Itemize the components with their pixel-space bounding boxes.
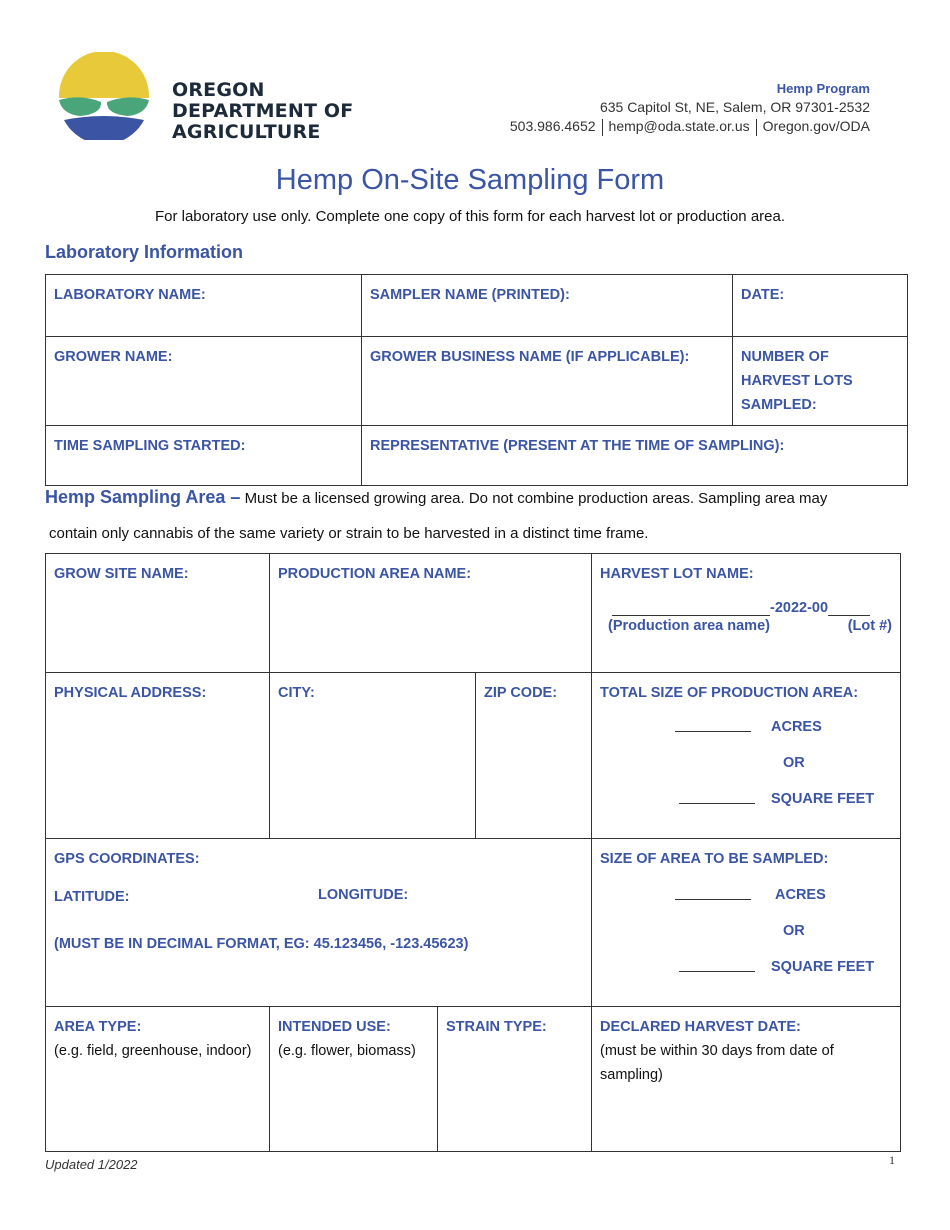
total-size-options <box>600 705 892 815</box>
sampler-name-label: SAMPLER NAME (PRINTED): <box>370 287 570 303</box>
divider <box>756 119 757 136</box>
intended-use-hint: (e.g. flower, biomass) <box>278 1043 416 1059</box>
total-sqft-label: SQUARE FEET <box>771 791 875 807</box>
strain-type-field[interactable] <box>438 1007 592 1152</box>
form-subtitle: For laboratory use only. Complete one copy of this form for each harvest lot or production area. <box>154 208 786 225</box>
time-started-label: TIME SAMPLING STARTED: <box>54 438 246 454</box>
production-area-blank[interactable] <box>612 615 770 616</box>
total-or-label: OR <box>783 755 805 771</box>
sampled-sqft-blank[interactable] <box>679 971 755 972</box>
production-area-field[interactable] <box>270 554 592 673</box>
grow-site-field[interactable] <box>46 554 270 673</box>
total-size-field[interactable] <box>592 673 901 839</box>
org-name-line-1: OREGON <box>172 79 265 101</box>
lot-code: -2022-00 <box>770 600 829 616</box>
gps-field[interactable] <box>46 839 592 1007</box>
contact-line <box>510 117 870 136</box>
harvest-lot-label: HARVEST LOT NAME: <box>600 566 754 582</box>
production-area-label: PRODUCTION AREA NAME: <box>278 566 472 582</box>
harvest-date-field[interactable] <box>592 1007 901 1152</box>
physical-address-label: PHYSICAL ADDRESS: <box>54 685 207 701</box>
harvest-date-hint-1: (must be within 30 days from date of <box>600 1043 834 1059</box>
sampling-intro <box>45 487 827 508</box>
sampling-section-heading: Hemp Sampling Area – <box>45 487 241 507</box>
harvest-date-label: DECLARED HARVEST DATE: <box>600 1019 801 1035</box>
intended-use-label: INTENDED USE: <box>278 1019 391 1035</box>
harvest-lots-field[interactable] <box>733 337 908 426</box>
website-link[interactable]: Oregon.gov/ODA <box>762 118 870 134</box>
grower-business-label: GROWER BUSINESS NAME (IF APPLICABLE): <box>370 349 690 365</box>
lab-info-table <box>45 274 908 486</box>
harvest-lot-field[interactable] <box>592 554 901 673</box>
sampled-size-label: SIZE OF AREA TO BE SAMPLED: <box>600 851 829 867</box>
intended-use-field[interactable] <box>270 1007 438 1152</box>
gps-details <box>54 871 583 967</box>
gps-label: GPS COORDINATES: <box>54 851 200 867</box>
date-label: DATE: <box>741 287 785 303</box>
representative-label: REPRESENTATIVE (PRESENT AT THE TIME OF SAMPLING): <box>370 438 785 454</box>
sampler-name-field[interactable] <box>362 275 733 337</box>
lot-number-blank[interactable] <box>828 615 870 616</box>
area-type-label: AREA TYPE: <box>54 1019 142 1035</box>
lab-name-label: LABORATORY NAME: <box>54 287 206 303</box>
org-name-line-2: DEPARTMENT OF <box>172 100 354 122</box>
grower-name-field[interactable] <box>46 337 362 426</box>
sampled-size-field[interactable] <box>592 839 901 1007</box>
total-acres-label: ACRES <box>771 719 822 735</box>
time-started-field[interactable] <box>46 426 362 486</box>
address: 635 Capitol St, NE, Salem, OR 97301-2532 <box>599 99 870 115</box>
harvest-lots-label-2: HARVEST LOTS <box>741 373 853 389</box>
lot-name-line <box>600 600 892 616</box>
harvest-lots-label-1: NUMBER OF <box>741 349 829 365</box>
page-number: 1 <box>889 1153 895 1167</box>
sampled-size-options <box>600 871 892 981</box>
total-acres-blank[interactable] <box>675 731 751 732</box>
area-type-field[interactable] <box>46 1007 270 1152</box>
total-size-label: TOTAL SIZE OF PRODUCTION AREA: <box>600 685 859 701</box>
zip-field[interactable] <box>476 673 592 839</box>
sampling-intro-line-2: contain only cannabis of the same variety or strain to be harvested in a distinct time frame. <box>49 525 649 542</box>
grower-business-field[interactable] <box>362 337 733 426</box>
city-label: CITY: <box>278 685 315 701</box>
date-field[interactable] <box>733 275 908 337</box>
harvest-date-hint-2: sampling) <box>600 1067 663 1083</box>
sampled-acres-label: ACRES <box>775 887 826 903</box>
sampling-table <box>45 553 901 1152</box>
sampling-intro-line-1: Must be a licensed growing area. Do not combine production areas. Sampling area may <box>244 490 828 507</box>
sampled-sqft-label: SQUARE FEET <box>771 959 875 975</box>
divider <box>602 119 603 136</box>
latitude-label: LATITUDE: <box>54 889 130 905</box>
sampled-acres-blank[interactable] <box>675 899 751 900</box>
oda-logo <box>58 52 150 140</box>
lab-section-heading: Laboratory Information <box>45 242 244 262</box>
lot-caption-num: (Lot #) <box>847 618 893 634</box>
email-link[interactable]: hemp@oda.state.or.us <box>608 118 750 134</box>
zip-label: ZIP CODE: <box>484 685 558 701</box>
program-name: Hemp Program <box>776 81 870 96</box>
updated-date: Updated 1/2022 <box>45 1157 138 1172</box>
org-name <box>172 80 353 143</box>
phone: 503.986.4652 <box>509 118 596 134</box>
longitude-label: LONGITUDE: <box>318 887 409 903</box>
lot-captions <box>600 618 892 634</box>
grower-name-label: GROWER NAME: <box>54 349 173 365</box>
representative-field[interactable] <box>362 426 908 486</box>
grow-site-label: GROW SITE NAME: <box>54 566 189 582</box>
lab-name-field[interactable] <box>46 275 362 337</box>
org-name-line-3: AGRICULTURE <box>172 121 321 143</box>
lot-caption-area: (Production area name) <box>608 618 770 634</box>
contact-block <box>510 79 870 136</box>
area-type-hint: (e.g. field, greenhouse, indoor) <box>54 1043 252 1059</box>
sampled-or-label: OR <box>783 923 805 939</box>
physical-address-field[interactable] <box>46 673 270 839</box>
strain-type-label: STRAIN TYPE: <box>446 1019 547 1035</box>
total-sqft-blank[interactable] <box>679 803 755 804</box>
gps-note: (MUST BE IN DECIMAL FORMAT, EG: 45.123456, -123.45623) <box>54 936 469 952</box>
form-title: Hemp On-Site Sampling Form <box>275 164 665 196</box>
city-field[interactable] <box>270 673 476 839</box>
harvest-lots-label-3: SAMPLED: <box>741 397 817 413</box>
